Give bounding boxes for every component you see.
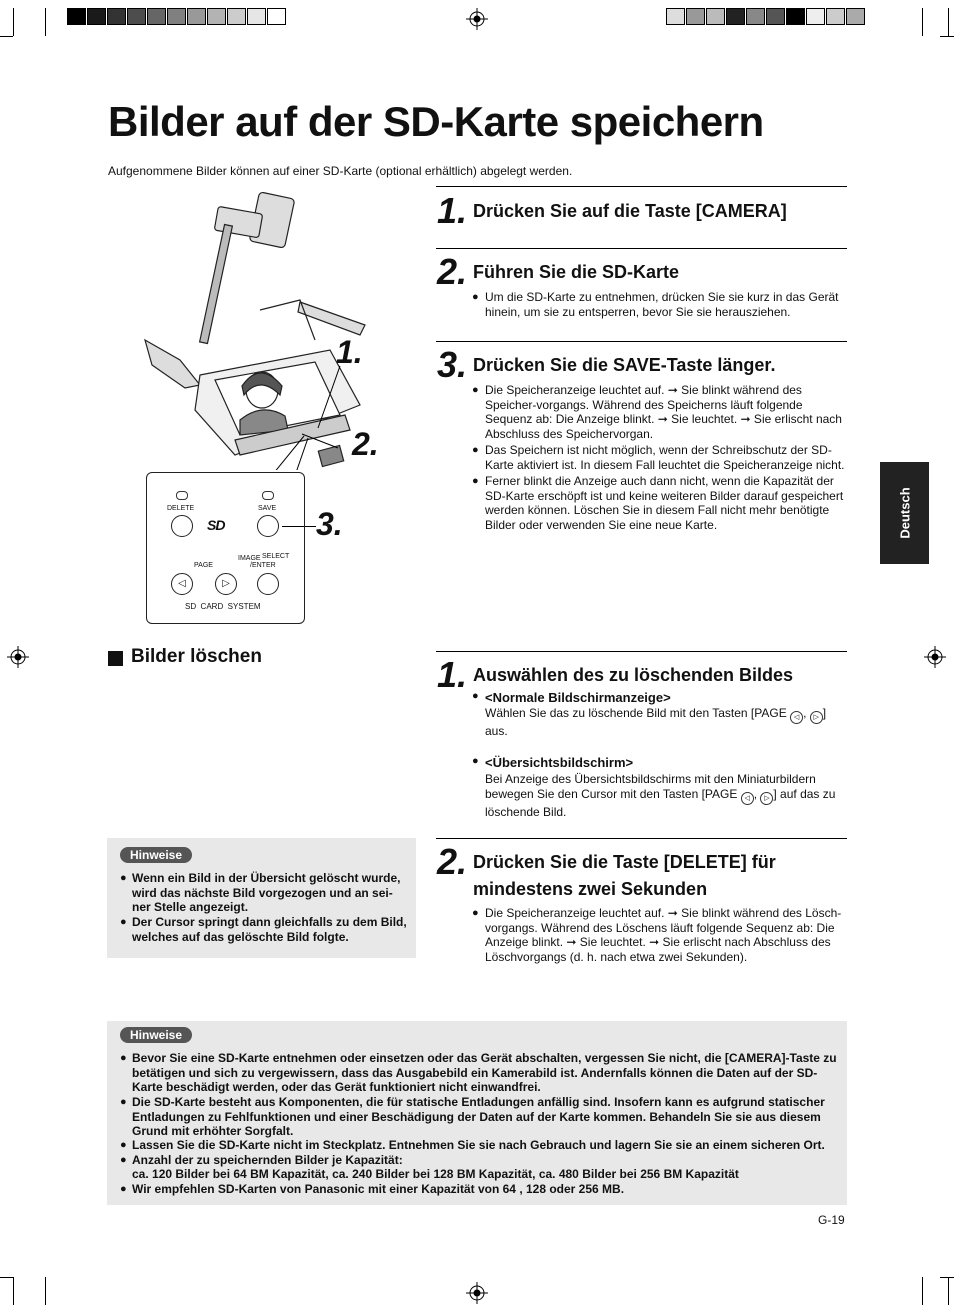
note-item: ● Wenn ein Bild in der Übersicht gelöscht wurde, wird das nächste Bild vorgezogen und an sei-ner Stelle angezeigt. [120,871,401,915]
step-heading: Drücken Sie auf die Taste [CAMERA] [473,201,787,221]
note-item: ● Bevor Sie eine SD-Karte entnehmen oder einsetzen oder das Gerät abschalten, vergessen Sie nicht, die [CAMERA]-Taste zu betätigen und sich zu vergewissern, dass das Ausgabebild ein Kamerabild ist. Andernfalls können die Daten auf der SD-Karte beschädigt werden, oder das Gerät funktioniert nicht einwandfrei. [120,1051,837,1095]
page-next-button[interactable]: ▷ [215,573,237,595]
step-number: 3. [437,344,468,385]
note-item: ● Anzahl der zu speichernden Bilder je Kapazität: [120,1153,403,1167]
page-label: PAGE [194,562,213,569]
note-item: ● Wir empfehlen SD-Karten von Panasonic mit einer Kapazität von 64 , 128 oder 256 MB. [120,1182,625,1196]
step-heading: Führen Sie die SD-Karte [473,262,680,282]
divider [436,341,847,342]
list-item: ● Die Speicheranzeige leuchtet auf. ➞ Sie blinkt während des Speicher-vorgangs. Während des Speicherns läuft folgende Sequenz ab: Die Anzeige blinkt. ➞ Sie leuchtet. ➞ Sie erlischt nach Abschluss des Speichervorgan. [472,383,842,441]
step-heading: Drücken Sie die Taste [DELETE] für mindestens zwei Sekunden [473,852,776,899]
visualizer-illustration [140,190,380,470]
color-swatch [67,8,86,25]
sd-card-system-label: SD CARD SYSTEM [185,602,261,611]
color-swatch [227,8,246,25]
color-swatch [247,8,266,25]
save-button[interactable] [257,515,279,537]
list-item: ● Um die SD-Karte zu entnehmen, drücken Sie sie kurz in das Gerät hinein, um sie zu entsperren, bevor Sie sie herausziehen. [472,290,839,319]
page-next-icon: ▷ [760,792,773,805]
color-swatch [187,8,206,25]
list-item: ● Ferner blinkt die Anzeige auch dann nicht, wenn die Kapazität der SD-Karte erschöpft ist und keine weiteren Bilder darauf gespeichert werden können. Löschen Sie in diesem Fall nicht mehr benötigte Bilder oder verwenden Sie eine neue Karte. [472,474,844,532]
enter-label: /ENTER [250,562,276,569]
color-swatch [666,8,685,25]
capacity-line: ca. 120 Bilder bei 64 BM Kapazität, ca. 240 Bilder bei 128 BM Kapazität, ca. 480 Bilder bei 256 BM Kapazität [132,1167,739,1181]
color-swatch [766,8,785,25]
note-item: ● Die SD-Karte besteht aus Komponenten, die für statische Entladungen anfällig sind. Insofern kann es aufgrund statischer Entladungen zu Fehlfunktionen und einer Beschädigung der Daten auf der Karte kommen. Behandeln Sie sie aus diesem Grund mit erhöhter Sorgfalt. [120,1095,825,1139]
list-item: ● Das Speichern ist nicht möglich, wenn der Schreibschutz der SD-Karte aktiviert ist. In diesem Fall leuchtet die Speicheranzeige nicht. [472,443,845,472]
step-heading: Drücken Sie die SAVE-Taste länger. [473,355,776,375]
color-swatch [207,8,226,25]
page-prev-button[interactable]: ◁ [171,573,193,595]
step-number: 1. [437,190,468,231]
save-indicator-icon [262,491,274,500]
page-title: Bilder auf der SD-Karte speichern [108,98,764,145]
notes-label: Hinweise [120,847,192,863]
color-swatch [147,8,166,25]
color-swatch [706,8,725,25]
delete-label: DELETE [167,505,195,512]
divider [436,248,847,249]
delete-button[interactable] [171,515,193,537]
color-swatch [87,8,106,25]
color-swatch [167,8,186,25]
notes-box [107,838,416,958]
callout-2: 2. [352,426,379,462]
registration-mark-icon [466,8,488,30]
overview-title: ● <Übersichtsbildschirm> [472,755,634,770]
color-swatch [107,8,126,25]
normal-view-title: ● <Normale Bildschirmanzeige> [472,690,671,705]
image-label: IMAGE [238,555,261,562]
bottom-notes-box [107,1021,847,1205]
color-swatch [267,8,286,25]
language-tab: Deutsch [880,462,929,564]
step-number: 1. [437,654,468,695]
step-number: 2. [437,841,468,882]
select-label: SELECT [262,553,290,560]
page-number: G-19 [818,1213,845,1227]
color-swatch [806,8,825,25]
callout-1: 1. [336,334,363,370]
page-prev-icon: ◁ [741,792,754,805]
registration-mark-icon [466,1282,488,1304]
save-label: SAVE [258,505,277,512]
delete-indicator-icon [176,491,188,500]
sd-logo-icon: SD [207,517,225,533]
color-swatch [686,8,705,25]
registration-mark-icon [924,646,946,668]
step-heading: Auswählen des zu löschenden Bildes [473,665,794,685]
section-marker-icon [108,651,123,666]
step-number: 2. [437,251,468,292]
list-item: ● Die Speicheranzeige leuchtet auf. ➞ Sie blinkt während des Lösch-vorgangs. Während des Löschens läuft folgende Sequenz ab: Die Anzeige blinkt. ➞ Sie leuchtet. ➞ Sie erlischt nach Abschluss des Löschvorgangs (d. h. nach etwa zwei Sekunden). [472,906,842,964]
color-swatch [786,8,805,25]
section-heading: Bilder löschen [131,646,262,667]
color-swatch [746,8,765,25]
note-item: ● Der Cursor springt dann gleichfalls zu dem Bild, welches auf das gelöschte Bild folgte. [120,915,407,944]
divider [436,838,847,839]
page-prev-icon: ◁ [790,711,803,724]
note-item: ● Lassen Sie die SD-Karte nicht im Steckplatz. Entnehmen Sie sie nach Gebrauch und lagern Sie sie an einem sicheren Ort. [120,1138,825,1152]
overview-text: Bei Anzeige des Übersichtsbildschirms mit den Miniaturbildern bewegen Sie den Cursor mit den Tasten [PAGE ◁ , ▷ ] auf das zu löschende Bild. [485,772,836,819]
color-swatch [826,8,845,25]
color-swatch [127,8,146,25]
notes-label: Hinweise [120,1027,192,1043]
color-swatch [846,8,865,25]
callout-3: 3. [316,506,343,542]
color-swatch [726,8,745,25]
select-enter-button[interactable] [257,573,279,595]
normal-view-text: Wählen Sie das zu löschende Bild mit den Tasten [PAGE ◁ , ▷ ] aus. [485,706,827,738]
divider [436,651,847,652]
divider [436,186,847,187]
registration-mark-icon [7,646,29,668]
sd-card-control-panel [146,472,305,624]
page-next-icon: ▷ [810,711,823,724]
intro-text: Aufgenommene Bilder können auf einer SD-Karte (optional erhältlich) abgelegt werden. [108,164,573,178]
